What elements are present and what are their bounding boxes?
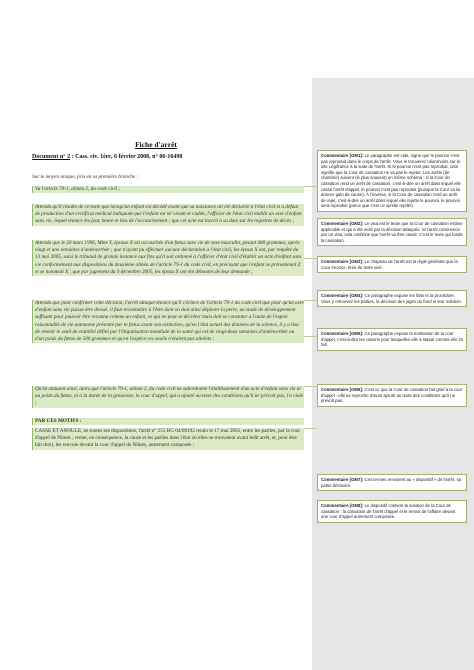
comment-text: Ce paragraphe expose les faits et la procédure. Vous y retrouvez les parties, la décision des juges du fond et leur solution.: [321, 293, 462, 304]
page-title: Fiche d'arrêt: [135, 140, 177, 149]
comment-gm5[interactable]: [317, 328, 467, 351]
paragraph-faits: Attendu que le 20 mars 1996, Mme Y, épouse X est accouchée d'un fœtus sans vie de sexe masculin, pesant 400 grammes, après vingt et une semaines d'aménorrhée ; que n'ayant pu effectuer aucune déclaration à l'état civil, les époux X ont, par requête du 13 mai 2005, saisi le tribunal de grande instance aux fins qu'il soit ordonné à l'officier d'état civil d'établir un acte d'enfant sans vie conformément aux dispositions du deuxième alinéa de l'article 79-1 du code civil, en précisant que l'enfant se prénommait Z et se nommait X ; que par jugement du 9 décembre 2005, les époux X ont été déboutés de leur demande ;: [32, 240, 304, 276]
comment-connector: [304, 258, 317, 259]
comment-gm8[interactable]: [317, 500, 467, 523]
comment-id: Commentaire [GM7]:: [321, 477, 364, 482]
comment-text: Ce paragraphe expose la motivation de la cour d'appel, c'est-à-dire les raisons pour lesquelles elle a statué comme elle l'a fait.: [321, 331, 463, 348]
paragraph-dispositif: CASSE ET ANNULE, en toutes ses dispositions, l'arrêt n° 255 RG 04/00192 rendu le 17 mai 2005, entre les parties, par la cour d'appel de Nîmes ; remet, en conséquence, la cause et les parties dans l'état où elles se trouvaient avant ledit arrêt, et, pour être fait droit, les renvoie devant la cour d'appel de Nîmes, autrement composée ;: [32, 428, 304, 450]
comment-id: Commentaire [GM3]:: [321, 259, 364, 264]
comment-connector: [304, 336, 317, 337]
comment-text: Ces termes renvoient au « dispositif » de l'arrêt, sa partie décisoire.: [321, 477, 462, 488]
comment-text: Le visa est le texte que la Cour de cassation estime applicable et qui a été violé par la décision attaquée. Si l'arrêt commence par un visa, cela confirme que l'arrêt va être cassé. C'est le texte qui fonde la cassation.: [321, 221, 463, 243]
comment-id: Commentaire [GM4]:: [321, 293, 364, 298]
comment-connector: [304, 186, 317, 187]
paragraph-attendu-cassation: Qu'en statuant ainsi, alors que l'article 79-1, alinéa 2, du code civil ne subordonne l'établissement d'un acte d'enfant sans vie ni au poids du fœtus, ni à la durée de la grossesse, la cour d'appel, qui a ajouté au texte des conditions qu'il ne prévoit pas, l'a violé ;: [32, 386, 304, 408]
comment-id: Commentaire [GM5]:: [321, 331, 364, 336]
comment-text: Le paragraphe est vide, signe que le pourvoi n'est pas reproduit dans le corps de l'arrêt. Vous le trouverez néanmoins sur le site Légifrance à la suite de l'arrêt. Si le pourvoi n'est pas reproduit, cela signifie que la Cour de cassation ne va pas le rejeter. Les arrêts (de chambre) suivent (le plus souvent) un même schéma : si la Cour de cassation rend un arrêt de cassation, c'est-à-dire un arrêt dans lequel elle casse l'arrêt d'appel, le pourvoi n'est pas reproduit (puisque la Cour va lui donner gain de cause). À l'inverse, si la Cour de cassation rend un arrêt de rejet, c'est-à-dire un arrêt dans lequel elle rejette le pourvoi, le pourvoi sera reproduit (parce que c'est ce qu'elle rejette).: [321, 153, 461, 209]
comment-id: Commentaire [GM6]:: [321, 387, 364, 392]
document-number: Document n° 2: [32, 154, 71, 160]
paragraph-motifs-appel: Attendu que pour confirmer cette décision, l'arrêt attaqué énonce qu'il s'évince de l'article 79-1 du code civil que pour qu'un acte d'enfant sans vie puisse être dressé, il faut reconnaître à l'être dont on doit ainsi déplorer la perte, un stade de développement suffisant pour pouvoir être reconnu comme un enfant, ce qui ne peut se décréter mais doit se constater à l'aune de l'espoir raisonnable de vie autonome présenté par le fœtus avant son extinction, qu'en l'état actuel des données de la science, il y a lieu de retenir le seuil de viabilité défini par l'Organisation mondiale de la santé qui est de vingt-deux semaines d'aménorrhée ou d'un poids du fœtus de 500 grammes et qu'en l'espèce ces seuils n'étaient pas atteints ;: [32, 300, 304, 343]
comment-connector: [304, 428, 317, 429]
paragraph-chapeau: Attendu qu'il résulte de ce texte que lorsqu'un enfant est décédé avant que sa naissance ait été déclarée à l'état civil et à défaut de production d'un certificat médical indiquant que l'enfant est né vivant et viable, l'officier de l'état civil établit un acte d'enfant sans vie, lequel énonce les jour, heure et lieu de l'accouchement ; que cet acte est inscrit à sa date sur les registres de décès ;: [32, 204, 304, 226]
paragraph-moyen: Sur le moyen unique, pris en sa première branche :: [32, 174, 139, 180]
paragraph-visa: Vu l'article 79-1, alinéa 2, du code civil ;: [32, 186, 304, 193]
comment-gm2[interactable]: [317, 218, 467, 246]
document-citation: : Cass. civ. 1ère, 6 février 2008, n° 06-16498: [70, 154, 183, 160]
comment-id: Commentaire [GM2]:: [321, 221, 364, 226]
comment-connector: [304, 386, 317, 387]
comment-connector: [304, 300, 317, 301]
comment-text: Le dispositif contient la solution de la Cour de cassation : la cassation de l'arrêt d'appel et le renvoi de l'affaire devant une cour d'appel autrement composée.: [321, 503, 456, 520]
comment-gm7[interactable]: [317, 474, 467, 491]
comment-gm1[interactable]: [317, 150, 467, 212]
paragraph-par-ces-motifs: PAR CES MOTIFS :: [32, 418, 304, 425]
comment-gm4[interactable]: [317, 290, 467, 307]
comment-id: Commentaire [GM8]:: [321, 503, 364, 508]
comment-gm3[interactable]: [317, 256, 467, 273]
comment-gm6[interactable]: [317, 384, 467, 407]
comment-text: Le chapeau de l'arrêt est la règle générale que la Cour énonce, tirée du texte visé.: [321, 259, 458, 270]
document-reference: [32, 154, 302, 160]
comment-text: C'est ici que la Cour de cassation fait grief à la cour d'appel : elle lui reproche d'avoir ajouté au texte des conditions qu'il ne prévoit pas.: [321, 387, 463, 404]
comment-id: Commentaire [GM1]:: [321, 153, 364, 158]
